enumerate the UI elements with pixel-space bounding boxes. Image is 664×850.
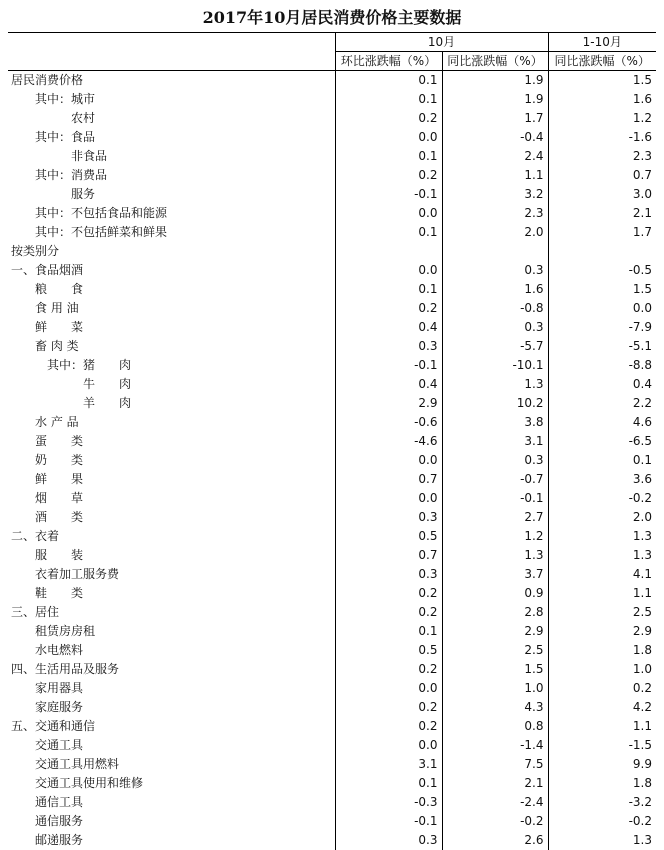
cell-mom: -0.1 [335, 356, 442, 375]
table-row [8, 546, 656, 565]
row-label: 农村 [8, 109, 335, 128]
cell-yoy: 10.2 [442, 394, 548, 413]
cell-mom: 0.2 [335, 603, 442, 622]
cell-ytd: -0.5 [548, 261, 656, 280]
cell-mom: 0.2 [335, 660, 442, 679]
cell-mom: 0.1 [335, 774, 442, 793]
header-blank-2 [8, 52, 335, 71]
cell-ytd: 1.8 [548, 641, 656, 660]
table-row [8, 527, 656, 546]
cell-mom: 0.0 [335, 204, 442, 223]
cell-yoy: 0.3 [442, 318, 548, 337]
cell-yoy: 2.8 [442, 603, 548, 622]
table-row [8, 584, 656, 603]
table-row [8, 204, 656, 223]
cell-mom: 0.0 [335, 736, 442, 755]
row-label: 水电燃料 [8, 641, 335, 660]
table-row [8, 831, 656, 850]
cell-yoy: -0.2 [442, 812, 548, 831]
cell-yoy: 2.3 [442, 204, 548, 223]
row-label: 四、生活用品及服务 [8, 660, 335, 679]
cell-mom: 0.2 [335, 698, 442, 717]
cell-ytd: 3.6 [548, 470, 656, 489]
cell-mom: 0.4 [335, 375, 442, 394]
cell-yoy: 3.7 [442, 565, 548, 584]
cell-ytd: -1.6 [548, 128, 656, 147]
cell-yoy: 1.3 [442, 546, 548, 565]
table-row [8, 242, 656, 261]
table-row [8, 774, 656, 793]
cell-ytd: 1.1 [548, 584, 656, 603]
cell-ytd: 0.2 [548, 679, 656, 698]
cell-mom: 0.1 [335, 280, 442, 299]
cell-ytd: 2.5 [548, 603, 656, 622]
cell-yoy [442, 242, 548, 261]
row-label: 交通工具使用和维修 [8, 774, 335, 793]
cell-ytd: 9.9 [548, 755, 656, 774]
row-label: 其中：不包括鲜菜和鲜果 [8, 223, 335, 242]
cell-yoy: 0.8 [442, 717, 548, 736]
cell-ytd: 1.6 [548, 90, 656, 109]
cell-ytd: -5.1 [548, 337, 656, 356]
cell-mom: 0.3 [335, 565, 442, 584]
cell-ytd: -7.9 [548, 318, 656, 337]
cell-yoy: 3.8 [442, 413, 548, 432]
cell-mom: 0.5 [335, 527, 442, 546]
cell-yoy: 1.6 [442, 280, 548, 299]
cell-mom: -4.6 [335, 432, 442, 451]
cell-mom: -0.1 [335, 812, 442, 831]
cell-ytd: 0.7 [548, 166, 656, 185]
table-row [8, 660, 656, 679]
row-label: 衣着加工服务费 [8, 565, 335, 584]
header-group-ytd: 1-10月 [548, 33, 656, 52]
row-label: 家用器具 [8, 679, 335, 698]
cell-mom: 0.7 [335, 470, 442, 489]
table-row [8, 90, 656, 109]
row-label: 三、居住 [8, 603, 335, 622]
cell-ytd: -0.2 [548, 812, 656, 831]
row-label: 牛 肉 [8, 375, 335, 394]
table-row [8, 280, 656, 299]
cell-mom: 0.2 [335, 166, 442, 185]
table-row [8, 470, 656, 489]
table-row [8, 451, 656, 470]
cell-ytd: 4.6 [548, 413, 656, 432]
cell-yoy: -0.4 [442, 128, 548, 147]
cell-ytd [548, 242, 656, 261]
row-label: 服 装 [8, 546, 335, 565]
cell-mom: 0.3 [335, 508, 442, 527]
cell-ytd: 1.5 [548, 280, 656, 299]
table-row [8, 508, 656, 527]
cell-yoy: 2.4 [442, 147, 548, 166]
page-title: 2017年10月居民消费价格主要数据 [0, 8, 664, 28]
cell-yoy: 3.2 [442, 185, 548, 204]
table-row [8, 489, 656, 508]
cell-ytd: -8.8 [548, 356, 656, 375]
table-row [8, 603, 656, 622]
cell-ytd: 1.0 [548, 660, 656, 679]
cell-ytd: 4.1 [548, 565, 656, 584]
row-label: 按类别分 [8, 242, 335, 261]
table-row [8, 318, 656, 337]
cell-mom: 0.0 [335, 451, 442, 470]
cell-yoy: 2.9 [442, 622, 548, 641]
cell-yoy: -0.8 [442, 299, 548, 318]
cell-mom: -0.3 [335, 793, 442, 812]
cell-mom: 0.5 [335, 641, 442, 660]
cell-yoy: -5.7 [442, 337, 548, 356]
cell-ytd: 1.2 [548, 109, 656, 128]
header-blank [8, 33, 335, 52]
cell-mom: 3.1 [335, 755, 442, 774]
table-row [8, 299, 656, 318]
cell-mom: 0.1 [335, 147, 442, 166]
cell-ytd: 2.9 [548, 622, 656, 641]
table-row [8, 622, 656, 641]
cell-ytd: 1.3 [548, 527, 656, 546]
cell-yoy: 0.3 [442, 451, 548, 470]
cell-ytd: 1.3 [548, 546, 656, 565]
table-row [8, 109, 656, 128]
cell-mom: 0.2 [335, 584, 442, 603]
cell-yoy: 2.5 [442, 641, 548, 660]
cell-ytd: 2.3 [548, 147, 656, 166]
cell-yoy: -0.1 [442, 489, 548, 508]
row-label: 蛋 类 [8, 432, 335, 451]
table-row [8, 755, 656, 774]
cell-mom: 0.2 [335, 109, 442, 128]
cell-mom: 0.2 [335, 717, 442, 736]
table-row [8, 679, 656, 698]
cell-yoy: 2.1 [442, 774, 548, 793]
row-label: 其中：城市 [8, 90, 335, 109]
cell-yoy: 3.1 [442, 432, 548, 451]
cell-yoy: -2.4 [442, 793, 548, 812]
row-label: 租赁房房租 [8, 622, 335, 641]
table-row [8, 413, 656, 432]
cell-mom [335, 242, 442, 261]
cell-yoy: 2.0 [442, 223, 548, 242]
row-label: 通信服务 [8, 812, 335, 831]
cell-yoy: -1.4 [442, 736, 548, 755]
header-group-row [8, 33, 656, 52]
cell-ytd: 1.1 [548, 717, 656, 736]
table-row [8, 185, 656, 204]
cell-mom: 0.0 [335, 128, 442, 147]
row-label: 粮 食 [8, 280, 335, 299]
table-row [8, 128, 656, 147]
table-body [8, 71, 656, 850]
table-row [8, 793, 656, 812]
header-group-month: 10月 [335, 33, 548, 52]
table-row [8, 394, 656, 413]
cell-yoy: 1.9 [442, 90, 548, 109]
table-row [8, 641, 656, 660]
table-row [8, 736, 656, 755]
header-col-mom: 环比涨跌幅（%） [335, 52, 442, 71]
table-row [8, 356, 656, 375]
row-label: 其中：消费品 [8, 166, 335, 185]
cell-yoy: 1.1 [442, 166, 548, 185]
cell-mom: 0.2 [335, 299, 442, 318]
cell-yoy: 1.9 [442, 71, 548, 91]
cell-mom: 0.0 [335, 679, 442, 698]
row-label: 水 产 品 [8, 413, 335, 432]
cell-ytd: 1.7 [548, 223, 656, 242]
cell-mom: 2.9 [335, 394, 442, 413]
row-label: 非食品 [8, 147, 335, 166]
cell-mom: 0.7 [335, 546, 442, 565]
cell-ytd: -0.2 [548, 489, 656, 508]
table-row [8, 432, 656, 451]
cell-yoy: 1.0 [442, 679, 548, 698]
cell-ytd: -6.5 [548, 432, 656, 451]
table-row [8, 717, 656, 736]
cell-ytd: -3.2 [548, 793, 656, 812]
table-row [8, 223, 656, 242]
row-label: 其中：不包括食品和能源 [8, 204, 335, 223]
row-label: 交通工具 [8, 736, 335, 755]
row-label: 鲜 果 [8, 470, 335, 489]
table-row [8, 261, 656, 280]
cell-mom: 0.1 [335, 71, 442, 91]
cell-yoy: 1.7 [442, 109, 548, 128]
table-row [8, 147, 656, 166]
row-label: 鲜 菜 [8, 318, 335, 337]
cell-yoy: 1.2 [442, 527, 548, 546]
row-label: 羊 肉 [8, 394, 335, 413]
table-row [8, 565, 656, 584]
cell-mom: 0.1 [335, 622, 442, 641]
row-label: 通信工具 [8, 793, 335, 812]
table-row [8, 71, 656, 91]
table-row [8, 375, 656, 394]
cell-yoy: 0.9 [442, 584, 548, 603]
cell-mom: -0.6 [335, 413, 442, 432]
cell-ytd: 2.1 [548, 204, 656, 223]
row-label: 其中：猪 肉 [8, 356, 335, 375]
cell-yoy: 1.3 [442, 375, 548, 394]
cell-mom: 0.3 [335, 831, 442, 850]
cell-yoy: 1.5 [442, 660, 548, 679]
cell-yoy: 0.3 [442, 261, 548, 280]
row-label: 邮递服务 [8, 831, 335, 850]
cell-mom: 0.0 [335, 261, 442, 280]
cell-ytd: 1.3 [548, 831, 656, 850]
row-label: 烟 草 [8, 489, 335, 508]
cell-mom: 0.4 [335, 318, 442, 337]
cell-mom: -0.1 [335, 185, 442, 204]
row-label: 奶 类 [8, 451, 335, 470]
cell-yoy: -10.1 [442, 356, 548, 375]
cell-ytd: 0.1 [548, 451, 656, 470]
cell-mom: 0.1 [335, 223, 442, 242]
table-row [8, 698, 656, 717]
cpi-table [8, 32, 656, 850]
cell-yoy: -0.7 [442, 470, 548, 489]
cell-yoy: 2.6 [442, 831, 548, 850]
row-label: 服务 [8, 185, 335, 204]
cell-ytd: 1.8 [548, 774, 656, 793]
row-label: 畜 肉 类 [8, 337, 335, 356]
cell-ytd: 2.2 [548, 394, 656, 413]
cell-mom: 0.1 [335, 90, 442, 109]
table-row [8, 337, 656, 356]
cell-yoy: 2.7 [442, 508, 548, 527]
row-label: 五、交通和通信 [8, 717, 335, 736]
row-label: 一、食品烟酒 [8, 261, 335, 280]
cell-ytd: 0.0 [548, 299, 656, 318]
row-label: 交通工具用燃料 [8, 755, 335, 774]
cell-mom: 0.0 [335, 489, 442, 508]
table-row [8, 166, 656, 185]
cell-ytd: 0.4 [548, 375, 656, 394]
table-row [8, 812, 656, 831]
row-label: 鞋 类 [8, 584, 335, 603]
cell-ytd: 1.5 [548, 71, 656, 91]
row-label: 食 用 油 [8, 299, 335, 318]
cell-yoy: 7.5 [442, 755, 548, 774]
cell-ytd: 2.0 [548, 508, 656, 527]
header-column-row [8, 52, 656, 71]
cell-ytd: 3.0 [548, 185, 656, 204]
cell-mom: 0.3 [335, 337, 442, 356]
row-label: 其中：食品 [8, 128, 335, 147]
row-label: 居民消费价格 [8, 71, 335, 91]
header-col-ytd: 同比涨跌幅（%） [548, 52, 656, 71]
cell-ytd: -1.5 [548, 736, 656, 755]
row-label: 家庭服务 [8, 698, 335, 717]
row-label: 二、衣着 [8, 527, 335, 546]
cell-ytd: 4.2 [548, 698, 656, 717]
row-label: 酒 类 [8, 508, 335, 527]
header-col-yoy: 同比涨跌幅（%） [442, 52, 548, 71]
cell-yoy: 4.3 [442, 698, 548, 717]
